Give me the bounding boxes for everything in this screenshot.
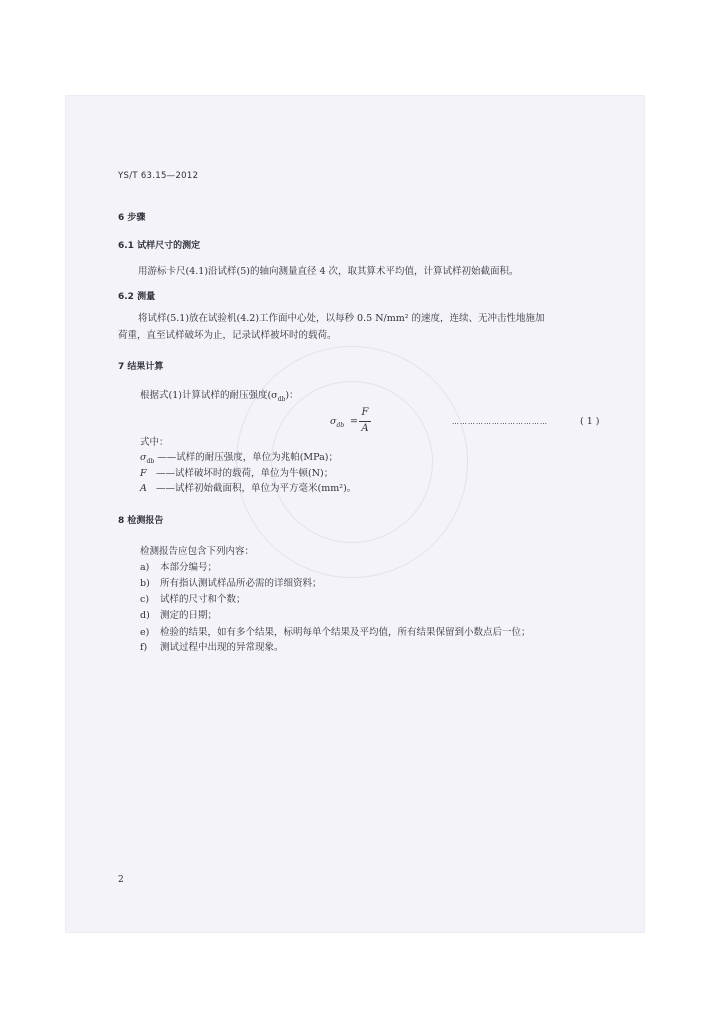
formula-intro-text: 根据式(1)计算试样的耐压强度(σ bbox=[140, 390, 278, 401]
formula-lhs bbox=[330, 416, 344, 432]
formula-intro bbox=[140, 390, 299, 406]
variable-sigma-definition bbox=[140, 452, 338, 468]
section-6-1-paragraph: 用游标卡尺(4.1)沿试样(5)的轴向测量直径 4 次，取其算术平均值，计算试样初始截面积。 bbox=[138, 266, 519, 277]
section-6-heading: 6 步骤 bbox=[118, 213, 146, 223]
formula-denominator: A bbox=[361, 423, 369, 434]
where-label: 式中： bbox=[140, 437, 169, 448]
variable-a-description: ——试样初始截面积，单位为平方毫米(mm²)。 bbox=[156, 483, 357, 494]
list-item-text: 本部分编号； bbox=[160, 562, 218, 573]
document-page bbox=[66, 96, 644, 932]
list-item-marker: e) bbox=[140, 627, 150, 638]
formula-leader-dots: ……………………………… bbox=[452, 418, 548, 426]
section-6-2-paragraph-line1: 将试样(5.1)放在试验机(4.2)工作面中心处，以每秒 0.5 N/mm² 的速度，连续、无冲击性地施加 bbox=[138, 313, 545, 324]
list-item-marker: d) bbox=[140, 610, 150, 621]
variable-sigma-subscript: db bbox=[146, 457, 155, 465]
variable-a-symbol: A bbox=[140, 483, 147, 494]
formula-intro-end: )： bbox=[285, 390, 299, 401]
section-6-2-heading: 6.2 测量 bbox=[118, 292, 156, 302]
variable-f-symbol: F bbox=[140, 468, 147, 479]
list-item-marker: a) bbox=[140, 562, 150, 573]
list-item-marker: b) bbox=[140, 578, 150, 589]
section-6-1-heading: 6.1 试样尺寸的测定 bbox=[118, 241, 201, 251]
formula-fraction-bar bbox=[359, 421, 371, 422]
formula-numerator: F bbox=[361, 407, 369, 418]
list-item-text: 所有指认测试样品所必需的详细资料； bbox=[160, 578, 322, 589]
list-item-text: 测试过程中出现的异常现象。 bbox=[160, 642, 284, 653]
standard-code: YS/T 63.15—2012 bbox=[118, 171, 199, 181]
list-item-text: 试样的尺寸和个数； bbox=[160, 594, 246, 605]
list-item-marker: c) bbox=[140, 594, 150, 605]
list-item-marker: f) bbox=[140, 642, 148, 653]
formula-lhs-subscript: db bbox=[336, 421, 345, 429]
list-item-text: 检验的结果，如有多个结果，标明每单个结果及平均值，所有结果保留到小数点后一位； bbox=[160, 627, 531, 638]
section-8-heading: 8 检测报告 bbox=[118, 516, 164, 526]
report-intro: 检测报告应包含下列内容： bbox=[140, 546, 255, 557]
variable-f-description: ——试样破坏时的载荷，单位为牛顿(N)； bbox=[156, 468, 334, 479]
section-6-2-paragraph-line2: 荷重，直至试样破坏为止，记录试样被坏时的载荷。 bbox=[118, 330, 337, 341]
list-item-text: 测定的日期； bbox=[160, 610, 218, 621]
variable-sigma-symbol: σ bbox=[140, 452, 147, 463]
formula-lhs-symbol: σ bbox=[330, 416, 337, 427]
formula-intro-subscript: db bbox=[277, 395, 286, 403]
variable-a-definition bbox=[140, 483, 356, 495]
variable-f-definition bbox=[140, 468, 333, 480]
formula-number: ( 1 ) bbox=[580, 416, 600, 427]
section-7-heading: 7 结果计算 bbox=[118, 362, 164, 372]
page-number: 2 bbox=[118, 875, 124, 885]
variable-sigma-description: ——试样的耐压强度，单位为兆帕(MPa)； bbox=[157, 452, 338, 463]
formula-equals: = bbox=[350, 416, 358, 427]
